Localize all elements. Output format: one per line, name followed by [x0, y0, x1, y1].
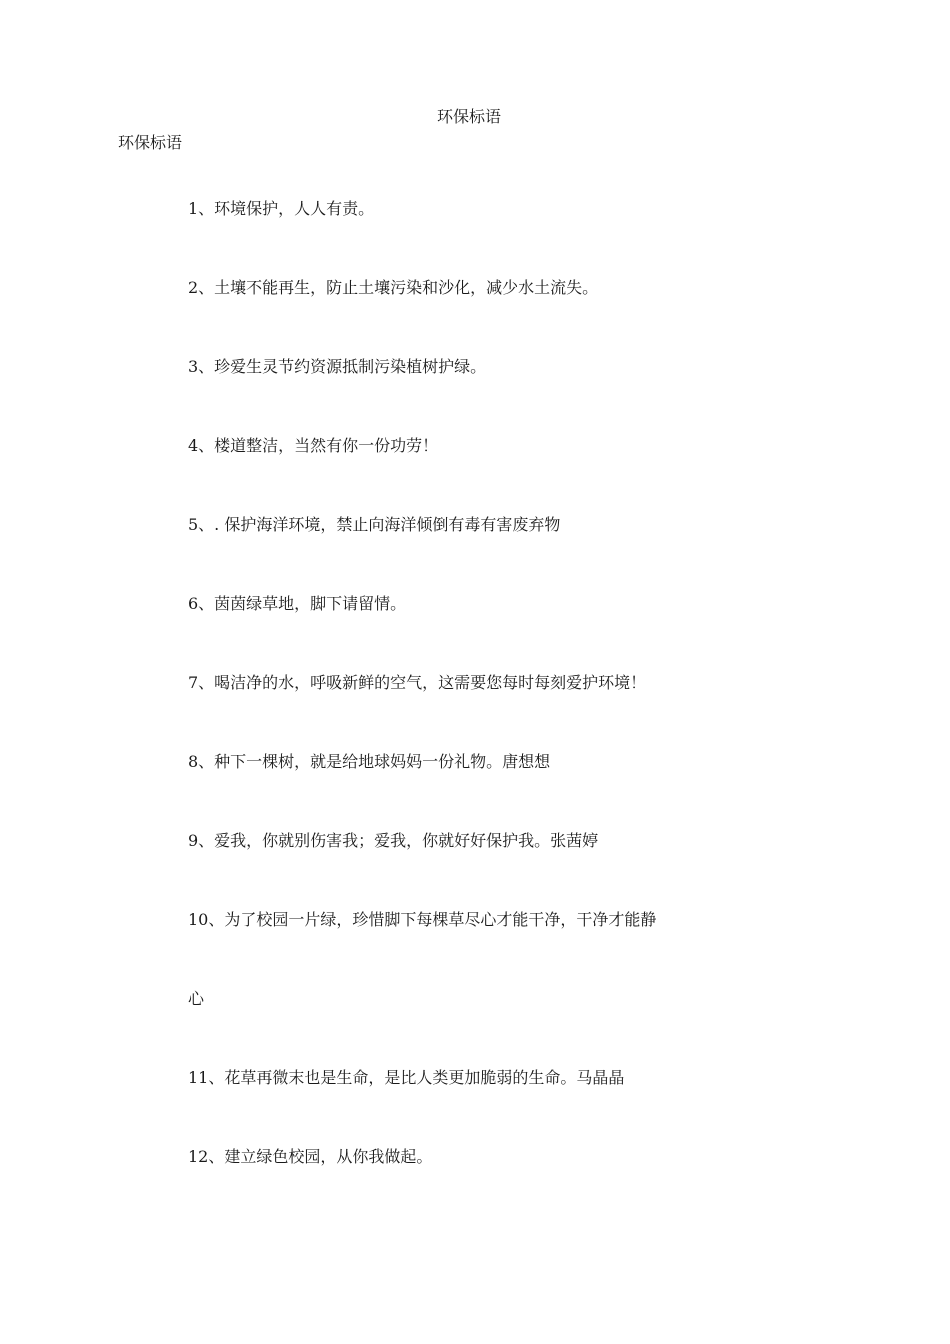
slogan-item: 1、环境保护，人人有责。	[188, 199, 375, 218]
slogan-item: 6、茵茵绿草地，脚下请留情。	[188, 594, 407, 613]
slogan-item: 7、喝洁净的水，呼吸新鲜的空气，这需要您每时每刻爱护环境！	[188, 673, 647, 692]
slogan-item: 9、爱我，你就别伤害我；爱我，你就好好保护我。张茜婷	[188, 831, 599, 850]
slogan-item: 2、土壤不能再生，防止土壤污染和沙化，减少水土流失。	[188, 278, 599, 297]
document-subtitle: 环保标语	[118, 133, 183, 152]
slogan-item: 12、建立绿色校园，从你我做起。	[188, 1147, 433, 1166]
slogan-item: 8、种下一棵树，就是给地球妈妈一份礼物。唐想想	[188, 752, 551, 771]
slogan-item: 10、为了校园一片绿，珍惜脚下每棵草尽心才能干净，干净才能静	[188, 910, 657, 929]
slogan-item: 11、花草再微末也是生命，是比人类更加脆弱的生命。马晶晶	[188, 1068, 625, 1087]
slogan-item: 5、. 保护海洋环境，禁止向海洋倾倒有毒有害废弃物	[188, 515, 561, 534]
slogan-list	[188, 198, 748, 1225]
page-title: 环保标语	[436, 107, 501, 126]
slogan-item: 3、珍爱生灵节约资源抵制污染植树护绿。	[188, 357, 487, 376]
slogan-item: 4、楼道整洁，当然有你一份功劳！	[188, 436, 439, 455]
slogan-item-continuation: 心	[188, 989, 205, 1008]
